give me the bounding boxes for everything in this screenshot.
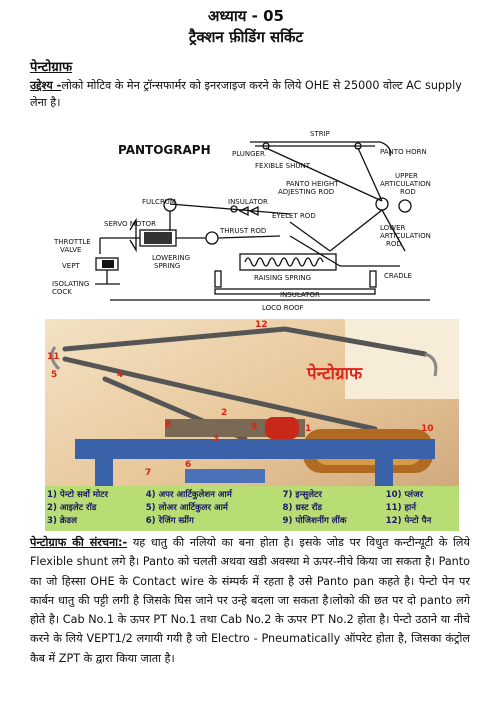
structure-label: पेन्टोग्राफ की संरचना:- (30, 536, 128, 549)
label-lower-1: LOWER (380, 224, 406, 232)
legend-item: 8) थ्रस्ट रॉड (282, 503, 322, 513)
legend-row (45, 515, 459, 528)
legend-row (45, 489, 459, 502)
photo-num-6: 6 (185, 460, 192, 470)
label-lowering-2: SPRING (154, 262, 181, 270)
label-vept: VEPT (62, 262, 80, 270)
label-isolating-1: ISOLATING (52, 280, 90, 288)
photo-num-8: 8 (165, 420, 172, 430)
label-panto-horn: PANTO HORN (380, 148, 427, 156)
photo-num-3: 3 (213, 434, 220, 444)
label-throttle-2: VALVE (60, 246, 82, 254)
label-cradle: CRADLE (384, 272, 412, 280)
chapter-number: अध्याय - 05 (208, 7, 284, 25)
section-title: पेन्टोग्राफ (30, 60, 73, 75)
legend-item: 7) इन्सुलेटर (282, 490, 322, 500)
photo-num-11: 11 (47, 352, 60, 362)
objective-text: लोको मोटिव के मेन ट्रॉन्सफार्मर को इनरजाइज करने के लिये OHE से 25000 वोल्ट AC supply लेना है। (30, 79, 462, 109)
legend-item: 2) आइलेट रॉड (47, 503, 97, 513)
objective-paragraph (30, 77, 470, 111)
structure-paragraph (30, 533, 470, 668)
legend-item: 5) लोअर आर्टिकुलर आर्म (145, 503, 228, 513)
legend-item: 12) पेन्टो पैन (385, 516, 432, 526)
label-upper-3: ROD (400, 188, 416, 196)
chapter-title: ट्रैक्शन फ़ीडिंग सर्किट (188, 28, 304, 46)
photo-num-7: 7 (145, 468, 152, 478)
legend-table (45, 489, 459, 528)
objective-label: उद्देश्य - (30, 79, 62, 92)
photo-num-5: 5 (51, 370, 58, 380)
legend-item: 3) क्रेडल (47, 516, 77, 526)
diagram-title: PANTOGRAPH (118, 143, 211, 157)
legend-row (45, 502, 459, 515)
legend-item: 11) हार्न (385, 503, 417, 513)
photo-num-1: 1 (305, 424, 312, 434)
legend-item: 10) प्लंजर (385, 490, 424, 500)
label-fulcrum: FULCRUM (142, 198, 176, 206)
label-throttle-1: THROTTLE (54, 238, 91, 246)
legend-item: 1) पेन्टो सर्वो मोटर (47, 490, 109, 500)
label-insulator-bottom: INSULATOR (280, 291, 320, 299)
label-upper-2: ARTICULATION (380, 180, 431, 188)
label-upper-1: UPPER (395, 172, 418, 180)
pantograph-diagram (40, 126, 455, 316)
photo-num-2: 2 (221, 408, 228, 418)
photo-num-10: 10 (421, 424, 434, 434)
photo-legend (45, 486, 459, 531)
legend-item: 9) पोजिशनींग लींक (282, 516, 347, 526)
label-isolating-2: COCK (52, 288, 72, 296)
label-loco-roof: LOCO ROOF (262, 304, 304, 312)
photo-caption: पेन्टोग्राफ (307, 364, 363, 384)
label-strip: STRIP (310, 130, 330, 138)
legend-item: 6) रेजिंग स्प्रींग (145, 516, 194, 526)
label-servo-motor: SERVO MOTOR (104, 220, 156, 228)
photo-num-4: 4 (117, 370, 124, 380)
label-height-1: PANTO HEIGHT (286, 180, 339, 188)
label-lower-2: ARTICULATION (380, 232, 431, 240)
label-raising-spring: RAISING SPRING (254, 274, 312, 282)
label-lower-3: ROD (386, 240, 402, 248)
label-lowering-1: LOWERING (152, 254, 191, 262)
photo-num-9: 9 (251, 422, 258, 432)
structure-text: यह धातु की नलियो का बना होता है। इसके जोड पर विधुत कन्टीन्यूटी के लिये Flexible shunt लगे है। Panto को चलती अथवा खडी अवस्था मे ऊपर-नीचे किया जा सकता है। Panto का जो हिस्सा OHE के Contact wire के संम्पर्क में रहता है उसे Panto pan कहते है। पेन्टो पेन पर कार्बन धातु की पट्टी लगी है जिसके घिस जाने पर उन्हे बदला जा सकता है।लोको की छत पर दो panto लगे होते है। Cab No.1 के ऊपर PT No.1 तथा Cab No.2 के ऊपर PT No.2 होता है। पेन्टो उठाने या नीचे करने के लिये VEPT1/2 लगायी गयी है जो Electro - Pneumatically ऑपरेट होता है, जिसका कंट्रोल कैब में ZPT के द्वारा किया जाता है। (30, 536, 470, 665)
label-insulator-top: INSULATOR (228, 198, 268, 206)
legend-item: 4) अपर आर्टिकुलेशन आर्म (145, 490, 232, 500)
label-height-2: ADJESTING ROD (278, 188, 335, 196)
label-eyelet-rod: EYELET ROD (272, 212, 316, 220)
photo-num-12: 12 (255, 320, 268, 330)
label-plunger: PLUNGER (232, 150, 265, 158)
label-thrust-rod: THRUST ROD (220, 227, 267, 235)
label-flexible-shunt: FEXIBLE SHUNT (255, 162, 311, 170)
